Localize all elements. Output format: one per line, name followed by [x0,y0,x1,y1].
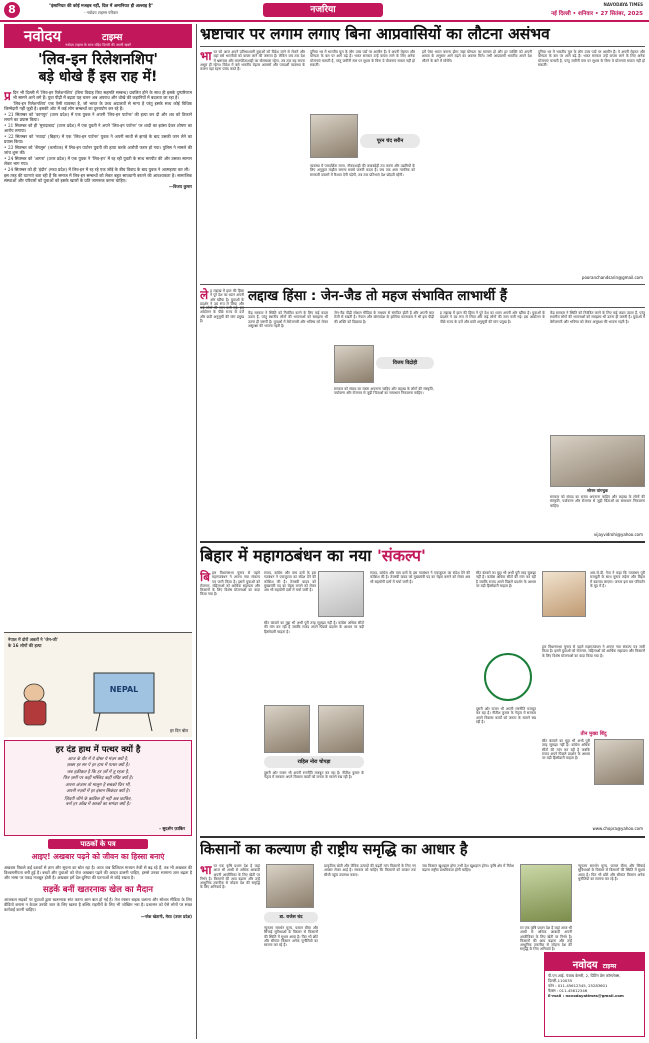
article1-dropcap: भा [200,49,212,63]
letters-section-title: पाठकों के पत्र [80,840,116,848]
article1-email: pooranchandsarin@gmail.com [581,275,643,280]
article1-col2b: व्यवस्था में पारदर्शिता लाना, नौकरशाही की जवाबदेही तय करना और उद्यमियों के लिए अनुकूल माहौल बनाना सबसे जरूरी कदम हैं। जब तक आम नागरिक को सरकारी दफ्तरों में रिश्वत देनी पड़ेगी, तब तक प्रतिभाएं देश छोड़ती रहेंगी। [310,164,415,177]
author-photo [310,114,358,158]
article1-author: पूरन चंद सरीन [376,138,404,144]
article1-text: रत को आज अपने प्रतिभाशाली युवाओं को विदेश जाने से रोकने और वहां बसे भारतीयों को वापस लाने की जरूरत है। लेकिन जब तक देश में भ्रष्टाचार और लालफीताशाही का बोलबाला रहेगा, तब तक यह सपना अधूरा ही रहेगा। विदेश में बसे भारतीय बेहतर अवसरों और पारदर्शी व्यवस्था के कारण वहां रहना पसंद करते हैं। [200,50,305,72]
article4-col4: जब किसान खुशहाल होगा तभी देश खुशहाल होगा। कृषि क्षेत्र में निवेश बढ़ाना राष्ट्रीय प्राथमिकता होनी चाहिए। [422,864,514,873]
article3-dropcap: बि [200,570,210,584]
footer-address: पी.एन.आई. पंजाब केसरी, 2, प्रिंटिंग प्रेस कॉम्प्लेक्स, दिल्ली-110035 [548,973,621,983]
farmer-photo [520,864,572,922]
editorial-signature: —विजय कुमार [168,184,192,189]
article2-author: विजय विद्रोही [392,360,418,366]
editorial-title-2: बड़े धोखे हैं इस राह में! [38,69,158,85]
article1-col2: दुनिया भर में भारतीय मूल के लोग उच्च पदों पर आसीन हैं। वे अपनी मेहनत और योग्यता के बल पर आगे बढ़े हैं। भारत सरकार उन्हें वापस लाने के लिए अनेक योजनाएं चलाती है, परंतु जमीनी स्तर पर सुधार के बिना ये योजनाएं सफल नहीं हो सकतीं। [310,50,415,67]
politician-photo [264,705,310,753]
article3-col5a: हार विधानसभा चुनाव से पहले महागठबंधन ने अपना नया संकल्प पत्र जारी किया है। इसमें युवाओं को रोजगार, महिलाओं को आर्थिक सहायता और किसानों के लिए विशेष योजनाओं का वादा किया गया है। [542,645,645,658]
page-number: 8 [4,2,20,18]
editorial-dropcap: प्र [4,89,11,103]
masthead-suffix: टाइम्स [102,33,123,43]
date: 27 सितंबर, 2025 [600,11,643,17]
article1-headline-text: भ्रष्टाचार पर लगाम लगाए बिना आप्रवासियों का लौटना असंभव [200,25,550,43]
article3-col2b: सीट बंटवारे का मुद्दा भी अभी पूरी तरह सुलझा नहीं है। कांग्रेस अधिक सीटों की मांग कर रही है जबकि राजद अपने पिछले प्रदर्शन के आधार पर बड़ी हिस्सेदारी चाहता है। [264,621,364,634]
article3-author-badge [264,756,364,768]
editorial-para: इस तरह की घटनाएं बता रही हैं कि समाज में लिव-इन सम्बन्धों को लेकर बहुत सावधानी बरतने की आवश्यकता है। सामाजिक संस्थाओं और परिवारों को युवाओं को इसके खतरों के प्रति जागरूक करना चाहिए। [4,173,192,183]
poem-line: आज के दौर में ये दोस्त ये मंज़र क्यों है, [67,757,129,762]
article3-col4b: दूसरी ओर राजग भी अपनी रणनीति मजबूत कर रहा है। नीतीश कुमार के नेतृत्व में सरकार अपने विकास कार्यों को जनता के सामने रख रही है। [476,707,536,724]
article3-col3: राजद, कांग्रेस और वाम दलों के इस गठबंधन ने एकजुटता का संदेश देने की कोशिश की है। तेजस्वी यादव को मुख्यमंत्री पद का चेहरा बनाने को लेकर अब भी सहयोगी दलों में चर्चा जारी है। [370,571,470,584]
editorial-para: • 24 सितम्बर को ही 'इंदौर' (मध्य प्रदेश) में लिव-इन में रह रहे एक जोड़े के बीच विवाद के बाद युवक ने आत्महत्या कर ली। [4,167,190,172]
article3-col5b: सीट बंटवारे का मुद्दा भी अभी पूरी तरह सुलझा नहीं है। कांग्रेस अधिक सीटों की मांग कर रही है जबकि राजद अपने पिछले प्रदर्शन के आधार पर बड़ी हिस्सेदारी चाहता है। [542,739,590,761]
article4-author: डा. राजेश चंद [279,915,303,920]
article2-col3b: सरकार को संवाद का रास्ता अपनाना चाहिए और लद्दाख के लोगों की संस्कृति, पर्यावरण और रोजगार से जुड़ी चिंताओं का समाधान निकालना चाहिए। [334,387,434,396]
masthead-sub: नवोदय टाइम्स के साथ पढ़िए दिल्ली की अपनी खबरें [65,43,131,47]
poem-author: - सुदर्शन फ़ाकिर [159,827,185,832]
article4-col3: प्राकृतिक खेती और जैविक उत्पादों की बढ़ती मांग किसानों के लिए नए अवसर लेकर आई है। सरकार को चाहिए कि किसानों को बाजार तक सीधी पहुंच उपलब्ध कराए। [324,864,416,877]
editorial-para: • 22 सितम्बर को 'नवादा' (बिहार) में एक 'लिव-इन पार्टनर' युवक ने अपनी साथी से झगड़े के बाद उसकी जान लेने का प्रयास किया। [4,134,192,144]
article-ladakh [200,287,645,539]
article3-col2a: राजद, कांग्रेस और वाम दलों के इस गठबंधन ने एकजुटता का संदेश देने की कोशिश की है। तेजस्वी यादव को मुख्यमंत्री पद का चेहरा बनाने को लेकर अब भी सहयोगी दलों में चर्चा जारी है। [264,571,316,593]
footer-email: E-mail : navodayatimes@gmail.com [548,993,624,998]
editorial-para: • 23 सितम्बर को 'बेंगलुरु' (कर्नाटक) में लिव-इन पार्टनर युवती की हत्या करके आरोपी फरार हो गया। पुलिस ने मामले की जांच शुरू की। [4,145,192,155]
poem-line: ज़िंदगी जीने के क़ाबिल ही नहीं अब फ़ाकिर, [64,796,132,802]
editorial-para: • 24 सितम्बर को 'आगरा' (उत्तर प्रदेश) में एक युवक ने 'लिव-इन' में रह रही युवती के साथ मारपीट की और उसका सामान लेकर भाग गया। [4,156,192,166]
poem-line: वर्ना हर आँख में अश्कों का समंदर क्यों है। [65,802,131,808]
article2-col2: केंद्र सरकार ने स्थिति को नियंत्रित करने के लिए कई कदम उठाए हैं, परंतु स्थानीय लोगों की भावनाओं को समझना भी उतना ही जरूरी है। युवाओं में बेरोजगारी और भविष्य को लेकर असुरक्षा की भावना गहरी है। [248,311,328,328]
politician-photo [542,571,586,617]
article3-headline-highlight: 'संकल्प' [377,546,426,565]
cartoon-figure-body [24,701,46,725]
editorial [4,50,192,635]
city: नई दिल्ली [551,11,571,17]
article4-col6: न्यूनतम समर्थन मूल्य, फसल बीमा और सिंचाई सुविधाओं के विस्तार से किसानों की स्थिति में सुधार आया है। फिर भी छोटे और सीमांत किसान अनेक चुनौतियों का सामना कर रहे हैं। [578,864,645,881]
letters-section-banner [48,839,148,849]
section-title: नजरिया [310,5,336,15]
cartoon-label: नेपाल में दोरों अकरों ने 'जेन-जी' के 16 लोगों की हत्या [8,637,58,648]
masthead [4,24,192,48]
letter2-title: सड़कें बनीं खतरनाक खेल का मैदान [42,885,154,895]
editorial-para: दिन भी दिल्ली में 'लिव-इन रिलेशनशिप' (बिना विवाह किए सहमति सम्बन्ध) प्रचलित होने के साथ ही इसके दुष्परिणाम भी सामने आने लगे हैं। युवा पीढ़ी में बढ़ता यह चलन अब अपराध और धोखे की कहानियों में बदलता जा रहा है। [12,90,192,100]
article4-headline: किसानों का कल्याण ही राष्ट्रीय समृद्धि का आधार है [200,842,468,858]
politician-photo [594,739,644,785]
editorial-body [4,90,192,189]
masthead-title: नवोदय [24,27,62,45]
site-name: NAVODAYA TIMES [603,2,643,7]
header-tagline: "इंसानियत की कोई मजहब नहीं, दिल में अमानियत ही अल्लाह है" [48,4,154,9]
article1-author-badge [360,134,420,148]
section-banner [263,3,383,17]
page-header [0,0,649,22]
article-corruption [200,24,645,282]
article1-col1 [200,50,305,280]
article4-col5: रत एक कृषि प्रधान देश है जहां आज भी आधी से अधिक आबादी अपनी आजीविका के लिए खेती पर निर्भर है। किसानों की आय बढ़ाना और उन्हें आधुनिक तकनीक से जोड़ना देश की समृद्धि के लिए अनिवार्य है। [520,926,572,952]
author-photo [334,345,374,383]
article3-text: हार विधानसभा चुनाव से पहले महागठबंधन ने अपना नया संकल्प पत्र जारी किया है। इसमें युवाओं को रोजगार, महिलाओं को आर्थिक सहायता और किसानों के लिए विशेष योजनाओं का वादा किया गया है। [200,571,260,597]
poem-title: हर दंड हाथ में पत्थर क्यों है [55,745,141,755]
cartoon-illustration [4,633,192,733]
article4-col1 [200,864,260,1036]
article4-author-badge [264,912,318,923]
news-photo [550,435,645,487]
article1-headline [200,24,645,44]
footer-masthead-suffix: टाइम्स [602,963,617,970]
cartoon [4,632,192,737]
editorial-title-1: 'लिव-इन रिलेशनशिप' [37,50,159,68]
article3-side-text: आर.जे.डी. नेता ने कहा कि गठबंधन पूरी मजबूती के साथ चुनाव लड़ेगा और बिहार में बदलाव लाएगा। जनता इस बार परिवर्तन के मूड में है। [590,571,645,588]
poem-line: अपना अंजाम तो मालूम है सबको फिर भी, [65,783,131,789]
footer-masthead: नवोदय [572,960,598,971]
editorial-para: 'लिव-इन रिलेशनशिप' एक ऐसी व्यवस्था है, जो भारत के उच्च अदालतों से मान्य है परंतु इसके साथ कोई विधिक जिम्मेदारी नहीं जुड़ी है। इसकी ओट में कई लोग सम्बन्धों का दुरुपयोग कर रहे हैं। [4,101,192,111]
cartoon-table-leg [96,713,100,731]
article1-col3: हमें ऐसा भारत बनाना होगा जहां योग्यता का सम्मान हो और हर व्यक्ति को अपनी क्षमता के अनुसार आगे बढ़ने का अवसर मिले। तभी आप्रवासी भारतीय अपने देश लौटने के बारे में सोचेंगे। [422,50,532,63]
article2-text: ह लद्दाख में हाल की हिंसा ने पूरे देश का ध्यान अपनी ओर खींचा है। युवाओं के प्रदर्शन ने उग्र रूप ले लिया और कई लोगों की जान चली गई। इस आंदोलन के पीछे राज्य के दर्जे और छठी अनुसूची की मांग प्रमुख है। [200,289,244,324]
weekday: शनिवार [578,11,594,17]
editorial-para: • 21 सितम्बर को ही 'मुरादाबाद' (उत्तर प्रदेश) में एक युवती ने अपने 'लिव-इन पार्टनर' पर शादी का झांसा देकर शोषण का आरोप लगाया। [4,123,192,133]
article3-box-title: तीन मुख्य बिंदु [580,731,607,737]
letter1-title: आइए! अखबार पढ़ने को जीवन का हिस्सा बनाएं [31,852,165,861]
article4-col2: न्यूनतम समर्थन मूल्य, फसल बीमा और सिंचाई सुविधाओं के विस्तार से किसानों की स्थिति में सुधार आया है। फिर भी छोटे और सीमांत किसान अनेक चुनौतियों का सामना कर रहे हैं। [264,926,318,948]
article-farmers [200,840,645,1039]
header-tagline-author: - नवोदय टाइम्स परिवार [83,10,119,15]
article3-col1 [200,571,260,831]
poem-line: ज़ख्म हर सर पे हर हाथ में पत्थर क्यों है। [66,762,130,768]
article3-email: www.chopra@yahoo.com [592,826,643,831]
date-line: नई दिल्ली • शनिवार • 27 सितंबर, 2025 [551,11,643,17]
article2-col5b: सरकार को संवाद का रास्ता अपनाना चाहिए और लद्दाख के लोगों की संस्कृति, पर्यावरण और रोजगार से जुड़ी चिंताओं का समाधान निकालना चाहिए। [550,495,645,508]
author-photo [266,864,314,908]
poem-line: जब हक़ीक़त है कि हर ज़र्रे में तू रहता है, [66,770,130,776]
footer-box [544,952,645,1037]
article3-col4a: सीट बंटवारे का मुद्दा भी अभी पूरी तरह सुलझा नहीं है। कांग्रेस अधिक सीटों की मांग कर रही है जबकि राजद अपने पिछले प्रदर्शन के आधार पर बड़ी हिस्सेदारी चाहता है। [476,571,536,588]
politician-photo [318,705,364,753]
article2-photo-caption: सोनम वांगचुक [587,488,608,493]
article2-col4: ह लद्दाख में हाल की हिंसा ने पूरे देश का ध्यान अपनी ओर खींचा है। युवाओं के प्रदर्शन ने उग्र रूप ले लिया और कई लोगों की जान चली गई। इस आंदोलन के पीछे राज्य के दर्जे और छठी अनुसूची की मांग प्रमुख है। [440,311,545,324]
article3-headline [200,545,645,567]
article3-headline-text: बिहार में महागठबंधन का नया [200,546,372,565]
article-bihar [200,545,645,833]
footer-masthead-bar [545,953,644,971]
footer-phone: फोन : 011-45612345, 25283601 [548,983,608,988]
article3-author: राहिल नोरा चोपड़ा [297,759,331,765]
letter2-body: आजकल सड़कों पर युवाओं द्वारा खतरनाक स्टंट करना आम बात हो गई है। तेज रफ्तार बाइक चलाना और सोशल मीडिया के लिए वीडियो बनाना न केवल उनकी जान के लिए खतरा है बल्कि राहगीरों के लिए भी जोखिम भरा है। प्रशासन को ऐसे लोगों पर सख्त कार्रवाई करनी चाहिए। [4,897,192,912]
article1-col4: दुनिया भर में भारतीय मूल के लोग उच्च पदों पर आसीन हैं। वे अपनी मेहनत और योग्यता के बल पर आगे बढ़े हैं। भारत सरकार उन्हें वापस लाने के लिए अनेक योजनाएं चलाती है, परंतु जमीनी स्तर पर सुधार के बिना ये योजनाएं सफल नहीं हो सकतीं। [538,50,645,67]
cartoon-table-leg [148,713,152,731]
editorial-para: • 21 सितम्बर को 'कानपुर' (उत्तर प्रदेश) में एक युवक ने अपनी 'लिव-इन पार्टनर' की हत्या कर दी और शव को ठिकाने लगाने का प्रयास किया। [4,112,192,122]
poem-box [4,740,192,836]
article2-col1 [200,289,244,535]
letters [4,839,192,1037]
poem-line: फिर ज़मीं पर कहीं मस्जिद कहीं मंदिर क्यों है। [63,775,133,781]
article2-col5: केंद्र सरकार ने स्थिति को नियंत्रित करने के लिए कई कदम उठाए हैं, परंतु स्थानीय लोगों की भावनाओं को समझना भी उतना ही जरूरी है। युवाओं में बेरोजगारी और भविष्य को लेकर असुरक्षा की भावना गहरी है। [550,311,645,324]
article4-text: रत एक कृषि प्रधान देश है जहां आज भी आधी से अधिक आबादी अपनी आजीविका के लिए खेती पर निर्भर है। किसानों की आय बढ़ाना और उन्हें आधुनिक तकनीक से जोड़ना देश की समृद्धि के लिए अनिवार्य है। [200,864,260,890]
article3-col2c: दूसरी ओर राजग भी अपनी रणनीति मजबूत कर रहा है। नीतीश कुमार के नेतृत्व में सरकार अपने विकास कार्यों को जनता के सामने रख रही है। [264,771,364,780]
article2-dropcap: ले [200,288,209,302]
article4-dropcap: भा [200,863,212,877]
footer-fax: फैक्स : 011-45612346 [548,988,588,993]
article2-headline: लद्दाख हिंसा : जेन-जैड तो महज संभावित लाभार्थी हैं [248,288,508,304]
article2-col3a: जेन-जैड पीढ़ी सोशल मीडिया के माध्यम से संगठित होती है और अपनी बात तेजी से रखती है। नेपाल और बांग्लादेश के हालिया घटनाक्रम ने भी इस पीढ़ी की शक्ति को दिखाया है। [334,311,434,324]
cartoon-box-label: NEPAL [109,685,139,694]
cartoon-figure-head [24,684,44,702]
article2-author-badge [376,357,434,369]
letters-signature: —नरेश खेतानी, मेरठ (उत्तर प्रदेश) [140,914,192,919]
letter1-body: अखबार पिछले कई दशकों से ज्ञान और सूचना का स्रोत रहा है। आज जब डिजिटल माध्यम तेजी से बढ़ रहे हैं, तब भी अखबार की विश्वसनीयता बनी हुई है। बच्चों और युवाओं को रोज अखबार पढ़ने की आदत डालनी चाहिए, इससे उनका सामान्य ज्ञान बढ़ता है और भाषा पर पकड़ मजबूत होती है। अखबार हमें देश-दुनिया की घटनाओं से जोड़े रखता है। [4,865,192,880]
party-logo [484,653,532,701]
article2-email: vijayvidrohi@yahoo.com [593,532,643,537]
politician-photo [318,571,364,617]
poem-line: अपनी नज़रों में हर इंसान सिकंदर क्यों है। [66,788,130,794]
cartoon-caption: हर दिन बोल [170,728,188,733]
